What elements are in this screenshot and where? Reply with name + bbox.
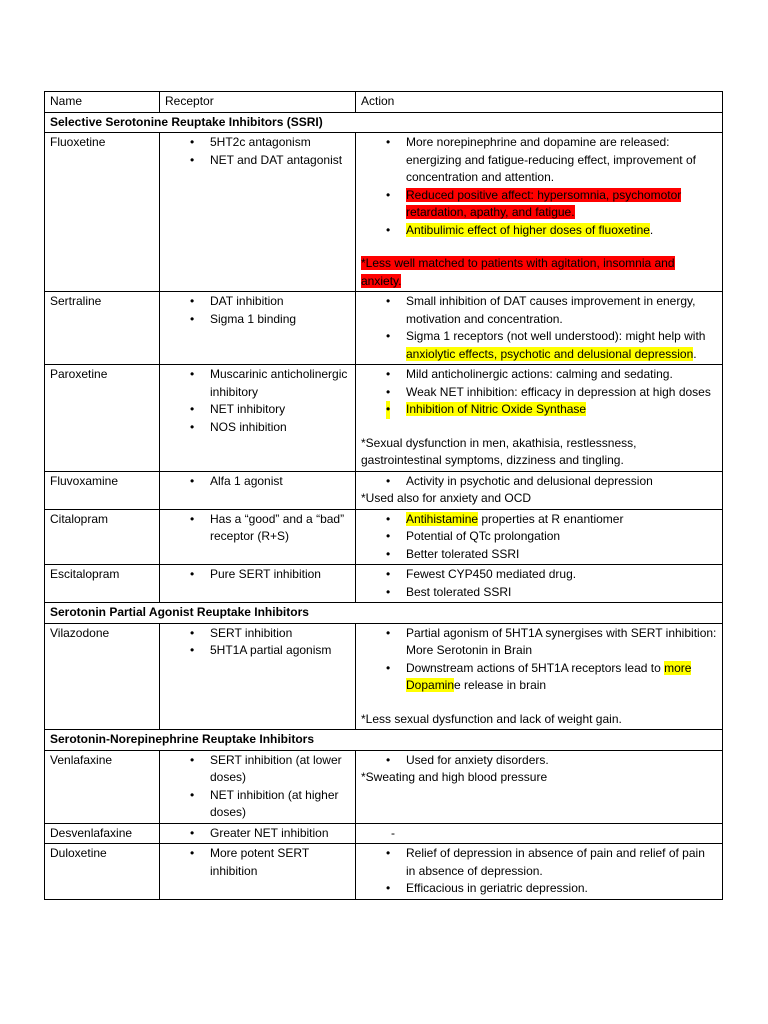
action-text: . bbox=[693, 346, 697, 361]
header-action: Action bbox=[356, 92, 723, 113]
action-cell bbox=[356, 133, 723, 292]
header-receptor: Receptor bbox=[160, 92, 356, 113]
action-item: • Activity in psychotic and delusional depression bbox=[361, 473, 717, 491]
action-item: • Used for anxiety disorders. bbox=[361, 752, 717, 770]
action-text: Downstream actions of 5HT1A receptors lead to bbox=[406, 660, 665, 675]
receptor-cell bbox=[160, 133, 356, 292]
drug-name: Paroxetine bbox=[45, 365, 160, 472]
receptor-item: • Muscarinic anticholinergic inhibitory bbox=[165, 366, 350, 401]
action-cell bbox=[356, 471, 723, 509]
section-heading-ssri bbox=[45, 112, 723, 133]
note-text: *Less sexual dysfunction and lack of weight gain. bbox=[361, 711, 622, 726]
table-row bbox=[45, 750, 723, 823]
drug-name: Venlafaxine bbox=[45, 750, 160, 823]
drug-name: Escitalopram bbox=[45, 565, 160, 603]
receptor-item: • SERT inhibition bbox=[165, 625, 350, 643]
action-item: - bbox=[391, 825, 395, 840]
table-row bbox=[45, 509, 723, 565]
section-title: Serotonin Partial Agonist Reuptake Inhibitors bbox=[45, 603, 723, 624]
note-text: *Used also for anxiety and OCD bbox=[361, 491, 532, 505]
receptor-item: • Alfa 1 agonist bbox=[165, 473, 350, 491]
highlighted-text: Antibulimic effect of higher doses of fluoxetine bbox=[406, 222, 650, 237]
table-header-row bbox=[45, 92, 723, 113]
receptor-item: • NOS inhibition bbox=[165, 419, 350, 437]
receptor-item: • Greater NET inhibition bbox=[165, 825, 350, 843]
action-item bbox=[361, 222, 717, 240]
receptor-cell bbox=[160, 365, 356, 472]
receptor-cell bbox=[160, 623, 356, 730]
drug-name: Fluoxetine bbox=[45, 133, 160, 292]
table-row bbox=[45, 823, 723, 844]
action-item: • Relief of depression in absence of pain and relief of pain in absence of depression. bbox=[361, 845, 717, 880]
drug-name: Vilazodone bbox=[45, 623, 160, 730]
receptor-item: • Pure SERT inhibition bbox=[165, 566, 350, 584]
action-item bbox=[361, 328, 717, 363]
receptor-cell bbox=[160, 823, 356, 844]
action-item bbox=[361, 511, 717, 529]
drug-name: Desvenlafaxine bbox=[45, 823, 160, 844]
highlighted-text: anxiolytic effects, psychotic and delusional depression bbox=[406, 346, 694, 361]
highlighted-note: *Less well matched to patients with agitation, insomnia and anxiety. bbox=[361, 256, 675, 288]
highlighted-text: more Dopamin bbox=[406, 660, 692, 692]
table-row bbox=[45, 844, 723, 900]
antidepressant-table bbox=[44, 91, 723, 900]
receptor-item: • 5HT2c antagonism bbox=[165, 134, 350, 152]
action-item: • Better tolerated SSRI bbox=[361, 546, 717, 564]
table-row bbox=[45, 565, 723, 603]
drug-name: Sertraline bbox=[45, 292, 160, 365]
note-text: *Sexual dysfunction in men, akathisia, restlessness, gastrointestinal symptoms, dizziness and tingling. bbox=[361, 435, 637, 467]
receptor-cell bbox=[160, 471, 356, 509]
receptor-item: • Sigma 1 binding bbox=[165, 311, 350, 329]
action-item: • Partial agonism of 5HT1A synergises with SERT inhibition: More Serotonin in Brain bbox=[361, 625, 717, 660]
receptor-item: • NET inhibitory bbox=[165, 401, 350, 419]
section-title: Serotonin-Norepinephrine Reuptake Inhibitors bbox=[45, 730, 723, 751]
table-row bbox=[45, 623, 723, 730]
highlighted-text: Reduced positive affect: hypersomnia, psychomotor retardation, apathy, and fatigue. bbox=[406, 187, 682, 219]
action-text: e release in brain bbox=[454, 678, 547, 692]
section-title: Selective Serotonine Reuptake Inhibitors (SSRI) bbox=[45, 112, 723, 133]
action-item: • More norepinephrine and dopamine are released: energizing and fatigue-reducing effect, improvement of concentration and attention. bbox=[361, 134, 717, 187]
receptor-item: • SERT inhibition (at lower doses) bbox=[165, 752, 350, 787]
action-text: Sigma 1 receptors (not well understood): might help with bbox=[406, 329, 706, 343]
highlighted-text: Inhibition of Nitric Oxide Synthase bbox=[406, 402, 587, 416]
note-text: *Sweating and high blood pressure bbox=[361, 770, 548, 784]
highlighted-text: Antihistamine bbox=[406, 511, 479, 526]
drug-name: Fluvoxamine bbox=[45, 471, 160, 509]
action-item bbox=[361, 660, 717, 695]
table-row bbox=[45, 292, 723, 365]
drug-name: Citalopram bbox=[45, 509, 160, 565]
action-text: . bbox=[649, 222, 654, 237]
action-cell bbox=[356, 844, 723, 900]
receptor-item: • More potent SERT inhibition bbox=[165, 845, 350, 880]
table-row bbox=[45, 365, 723, 472]
action-text: properties at R enantiomer bbox=[478, 511, 624, 526]
action-item bbox=[361, 187, 717, 222]
action-item: • Potential of QTc prolongation bbox=[361, 528, 717, 546]
header-name: Name bbox=[45, 92, 160, 113]
receptor-item: • DAT inhibition bbox=[165, 293, 350, 311]
section-heading-snri bbox=[45, 730, 723, 751]
action-cell bbox=[356, 565, 723, 603]
action-cell bbox=[356, 365, 723, 472]
action-item: • Small inhibition of DAT causes improvement in energy, motivation and concentration. bbox=[361, 293, 717, 328]
receptor-cell bbox=[160, 750, 356, 823]
action-cell bbox=[356, 823, 723, 844]
receptor-item: • NET inhibition (at higher doses) bbox=[165, 787, 350, 822]
action-item: • Efficacious in geriatric depression. bbox=[361, 880, 717, 898]
receptor-cell bbox=[160, 565, 356, 603]
note-text bbox=[361, 255, 717, 290]
receptor-item: • NET and DAT antagonist bbox=[165, 152, 350, 170]
drug-name: Duloxetine bbox=[45, 844, 160, 900]
action-item bbox=[361, 401, 717, 419]
action-item: • Fewest CYP450 mediated drug. bbox=[361, 566, 717, 584]
table-row bbox=[45, 471, 723, 509]
action-item: • Weak NET inhibition: efficacy in depression at high doses bbox=[361, 384, 717, 402]
action-cell bbox=[356, 509, 723, 565]
receptor-item: • Has a “good” and a “bad” receptor (R+S) bbox=[165, 511, 350, 546]
action-cell bbox=[356, 292, 723, 365]
table-row bbox=[45, 133, 723, 292]
action-cell bbox=[356, 623, 723, 730]
receptor-item: • 5HT1A partial agonism bbox=[165, 642, 350, 660]
action-item: • Mild anticholinergic actions: calming and sedating. bbox=[361, 366, 717, 384]
receptor-cell bbox=[160, 292, 356, 365]
receptor-cell bbox=[160, 509, 356, 565]
section-heading-spari bbox=[45, 603, 723, 624]
receptor-cell bbox=[160, 844, 356, 900]
action-cell bbox=[356, 750, 723, 823]
action-item: • Best tolerated SSRI bbox=[361, 584, 717, 602]
